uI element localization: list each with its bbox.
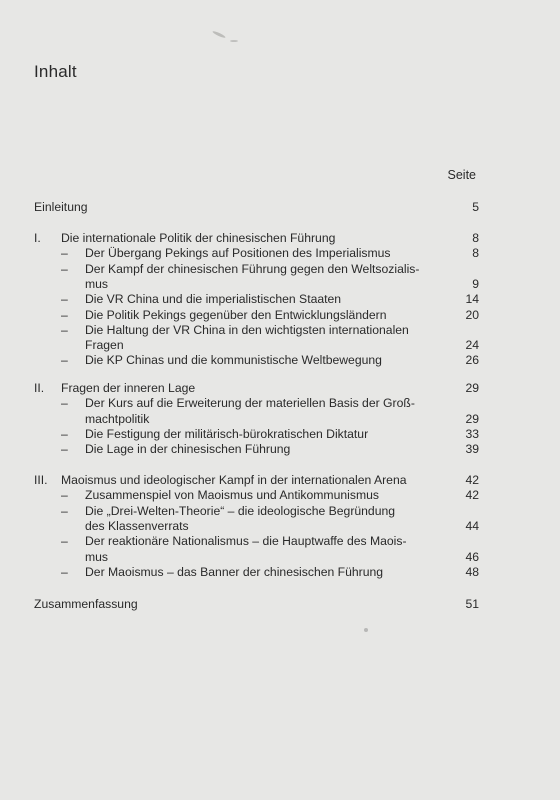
scan-speck: [364, 628, 368, 632]
item-dash: –: [61, 261, 68, 276]
item-dash: –: [61, 307, 68, 322]
section-numeral: II.: [34, 381, 45, 395]
toc-item-line: Der Kurs auf die Erweiterung der materiellen Basis der Groß-: [85, 396, 415, 411]
section-title: Fragen der inneren Lage: [61, 381, 196, 395]
section-page: 29: [465, 381, 479, 395]
toc-summary-page: 51: [465, 597, 479, 611]
scan-speck: [212, 30, 226, 39]
toc-item-page: 39: [465, 442, 479, 457]
toc-item-page: 26: [465, 353, 479, 368]
toc-item-line: Der Übergang Pekings auf Positionen des Imperialismus: [85, 246, 391, 261]
toc-item-line: Der Kampf der chinesischen Führung gegen den Weltsozialis-: [85, 261, 420, 276]
section-title: Die internationale Politik der chinesischen Führung: [61, 231, 336, 245]
item-dash: –: [61, 442, 68, 457]
toc-summary-label: Zusammenfassung: [34, 597, 138, 611]
item-dash: –: [61, 503, 68, 518]
toc-item-line: Die Festigung der militärisch-bürokratischen Diktatur: [85, 426, 369, 441]
toc-item-page: 20: [465, 307, 479, 322]
section-page: 42: [465, 473, 479, 487]
toc-item-line: des Klassenverrats: [85, 518, 189, 533]
toc-intro-label: Einleitung: [34, 200, 88, 214]
toc-item-page: 24: [465, 338, 479, 353]
section-numeral: III.: [34, 473, 48, 487]
item-dash: –: [61, 353, 68, 368]
toc-item-line: Der Maoismus – das Banner der chinesischen Führung: [85, 564, 384, 579]
toc-item-line: mus: [85, 276, 109, 291]
toc-item-line: Die Haltung der VR China in den wichtigsten internationalen: [85, 322, 409, 337]
section-page: 8: [472, 231, 479, 245]
toc-item-page: 29: [465, 411, 479, 426]
toc-item-page: 44: [465, 518, 479, 533]
page-title: Inhalt: [34, 62, 77, 81]
toc-item-line: Der reaktionäre Nationalismus – die Hauptwaffe des Maois-: [85, 534, 407, 549]
page-column-header: Seite: [447, 168, 476, 182]
toc-intro-page: 5: [472, 200, 479, 214]
toc-item-page: 8: [472, 246, 479, 261]
toc-item-page: 48: [465, 564, 479, 579]
item-dash: –: [61, 396, 68, 411]
toc-item-line: Die Lage in der chinesischen Führung: [85, 442, 291, 457]
section-title: Maoismus und ideologischer Kampf in der internationalen Arena: [61, 473, 407, 487]
toc-item-line: machtpolitik: [85, 411, 150, 426]
item-dash: –: [61, 564, 68, 579]
toc-item-page: 46: [465, 549, 479, 564]
toc-item-line: Die Politik Pekings gegenüber den Entwicklungsländern: [85, 307, 387, 322]
item-dash: –: [61, 322, 68, 337]
toc-item-page: 9: [472, 276, 479, 291]
section-numeral: I.: [34, 231, 41, 245]
toc-item-line: Fragen: [85, 338, 124, 353]
toc-item-line: Zusammenspiel von Maoismus und Antikommunismus: [85, 488, 379, 503]
toc-item-line: Die VR China und die imperialistischen Staaten: [85, 292, 342, 307]
toc-item-line: mus: [85, 549, 109, 564]
toc-item-page: 33: [465, 426, 479, 441]
toc-item-page: 42: [465, 488, 479, 503]
item-dash: –: [61, 292, 68, 307]
item-dash: –: [61, 246, 68, 261]
scan-speck: [230, 40, 238, 42]
toc-item-line: Die „Drei-Welten-Theorie“ – die ideologische Begründung: [85, 503, 396, 518]
toc-item-page: 14: [465, 292, 479, 307]
toc-item-line: Die KP Chinas und die kommunistische Weltbewegung: [85, 353, 382, 368]
item-dash: –: [61, 534, 68, 549]
item-dash: –: [61, 488, 68, 503]
item-dash: –: [61, 426, 68, 441]
